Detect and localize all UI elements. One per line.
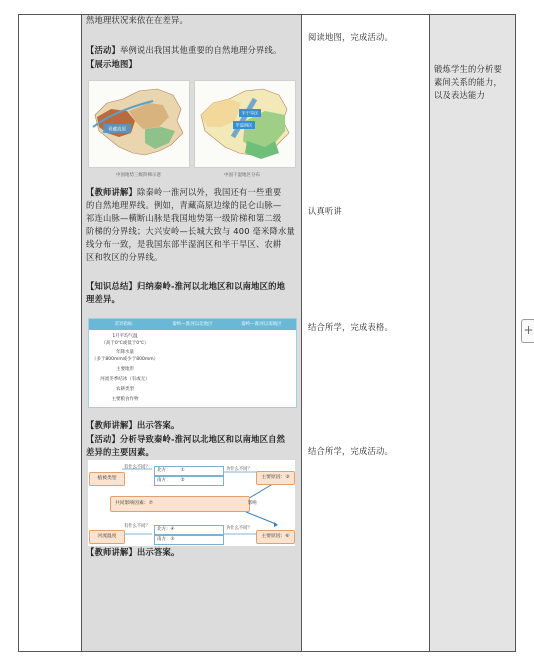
row-label: 主要粮食作物 [111, 397, 139, 402]
teacher-line: 的自然地理界线。例如，青藏高原边缘的昆仑山脉— [86, 200, 282, 210]
teacher-line: 线分布一致，是我国东部半湿润区和半干旱区、农耕 [86, 239, 282, 249]
summary-line: 理差异。 [86, 294, 120, 304]
what-diff-label-1: 有什么不同？ [124, 465, 150, 470]
south-field-2: 南方：⑤ [154, 535, 224, 545]
vegetation-type-box: 植被类型 [89, 472, 125, 486]
map-label-semi-arid: 半干旱区 [241, 110, 259, 116]
table-row [89, 375, 296, 385]
header-cell: 秦岭—淮河以南地区 [241, 322, 282, 327]
activity-line: 差异的主要因素。 [86, 447, 154, 457]
map-label-plateau: 青藏高原 [108, 127, 126, 133]
teacher-tag: 【教师讲解】 [86, 187, 137, 197]
north-field-2: 北方：④ [154, 525, 224, 535]
summary-line: 归纳秦岭-淮河以北地区和以南地区的地 [136, 281, 286, 291]
table-column-purpose [430, 15, 515, 651]
table-row [89, 365, 296, 375]
main-reason-box-2: 主要原因：⑥ [256, 530, 295, 544]
knowledge-summary [86, 280, 298, 306]
teacher-line: 除秦岭一淮河以外，我国还有一些重要 [136, 187, 282, 197]
teacher-answer-2: 【教师讲解】出示答案。 [86, 547, 180, 557]
header-cell: 差异指标 [114, 322, 133, 327]
terrain-map-graphic [89, 81, 189, 167]
purpose-line: 素间关系的能力， [434, 77, 502, 87]
why-diff-label-1: 为什么不同？ [226, 467, 252, 472]
teacher-line: 阶梯的分界线；大兴安岭—长城大致与 400 毫米降水量 [86, 226, 296, 236]
table-row [89, 355, 296, 365]
north-label: 北方： [157, 468, 171, 473]
teacher-line: 区和牧区的分界线。 [86, 252, 163, 262]
activity-paragraph-1 [86, 44, 281, 57]
activity-tag: 【活动】 [86, 434, 120, 444]
main-reason-box-1: 主要原因：③ [256, 471, 295, 485]
row-label: （高于0℃或低于0℃） [101, 341, 149, 346]
row-label: 农耕类型 [116, 387, 134, 392]
dry-wet-map-graphic [195, 81, 295, 167]
show-map-heading: 【展示地图】 [86, 59, 137, 69]
purpose-text [434, 63, 514, 102]
teacher-line: 祁连山脉—横断山脉是我国地势第一级阶梯和第二级 [86, 213, 282, 223]
purpose-line: 以及表达能力 [434, 90, 485, 100]
table-row [89, 385, 296, 395]
comparison-table-header [89, 319, 296, 330]
south-value: ② [180, 478, 185, 483]
purpose-line: 锻炼学生的分析要 [434, 64, 502, 74]
table-column-student [302, 15, 430, 651]
table-column-activities [82, 15, 302, 651]
row-label: 河流冬季结冰（有或无） [100, 377, 150, 382]
factors-diagram-image [88, 460, 295, 546]
teacher-answer-1: 【教师讲解】出示答案。 [86, 420, 180, 430]
map-caption-dry-wet: 中国干湿地区分布 [224, 173, 260, 178]
map-label-semi-humid: 半湿润区 [235, 122, 253, 128]
lesson-table [18, 14, 516, 652]
row-label: 主要地形 [116, 367, 134, 372]
expand-panel-button[interactable]: + [521, 319, 534, 343]
north-field-1 [154, 466, 224, 476]
south-label: 南方： [157, 478, 171, 483]
student-activity-1: 阅读地图，完成活动。 [308, 32, 393, 42]
header-cell: 秦岭—淮河以北地区 [172, 322, 213, 327]
activity-paragraph-2 [86, 433, 298, 459]
activity-text: 举例说出我国其他重要的自然地理分界线。 [120, 45, 282, 55]
dry-wet-map-image [194, 80, 296, 168]
teacher-explanation-1 [86, 186, 298, 264]
map-caption-terrain: 中国地势三级阶梯示意 [116, 173, 161, 178]
student-activity-3: 结合所学，完成表格。 [308, 322, 393, 332]
activity-tag: 【活动】 [86, 45, 120, 55]
what-diff-label-2: 有什么不同？ [124, 524, 150, 529]
river-temperature-box: 河流温度 [89, 530, 125, 544]
common-factor-box: 共同影响因素：⑦ [110, 496, 250, 512]
activity-text-intro: 然地理状况来依在在差异。 [86, 15, 188, 25]
impact-label: 影响 [248, 501, 257, 506]
north-value: ① [180, 468, 185, 473]
summary-tag: 【知识总结】 [86, 281, 137, 291]
comparison-table-image [88, 318, 297, 408]
activity-line: 分析导致秦岭-淮河以北地区和以南地区自然 [120, 434, 286, 444]
south-field-1 [154, 476, 224, 486]
table-row [89, 395, 296, 405]
row-label: 年降水量 [116, 350, 134, 355]
terrain-map-image [88, 80, 190, 168]
student-activity-2: 认真听讲 [308, 206, 342, 216]
student-activity-4: 结合所学，完成活动。 [308, 446, 393, 456]
why-diff-label-2: 为什么不同？ [226, 526, 252, 531]
row-label: （多于800mm或少于800mm） [91, 357, 159, 362]
table-column-stage [19, 15, 82, 651]
row-label: 1月平均气温 [112, 334, 138, 339]
